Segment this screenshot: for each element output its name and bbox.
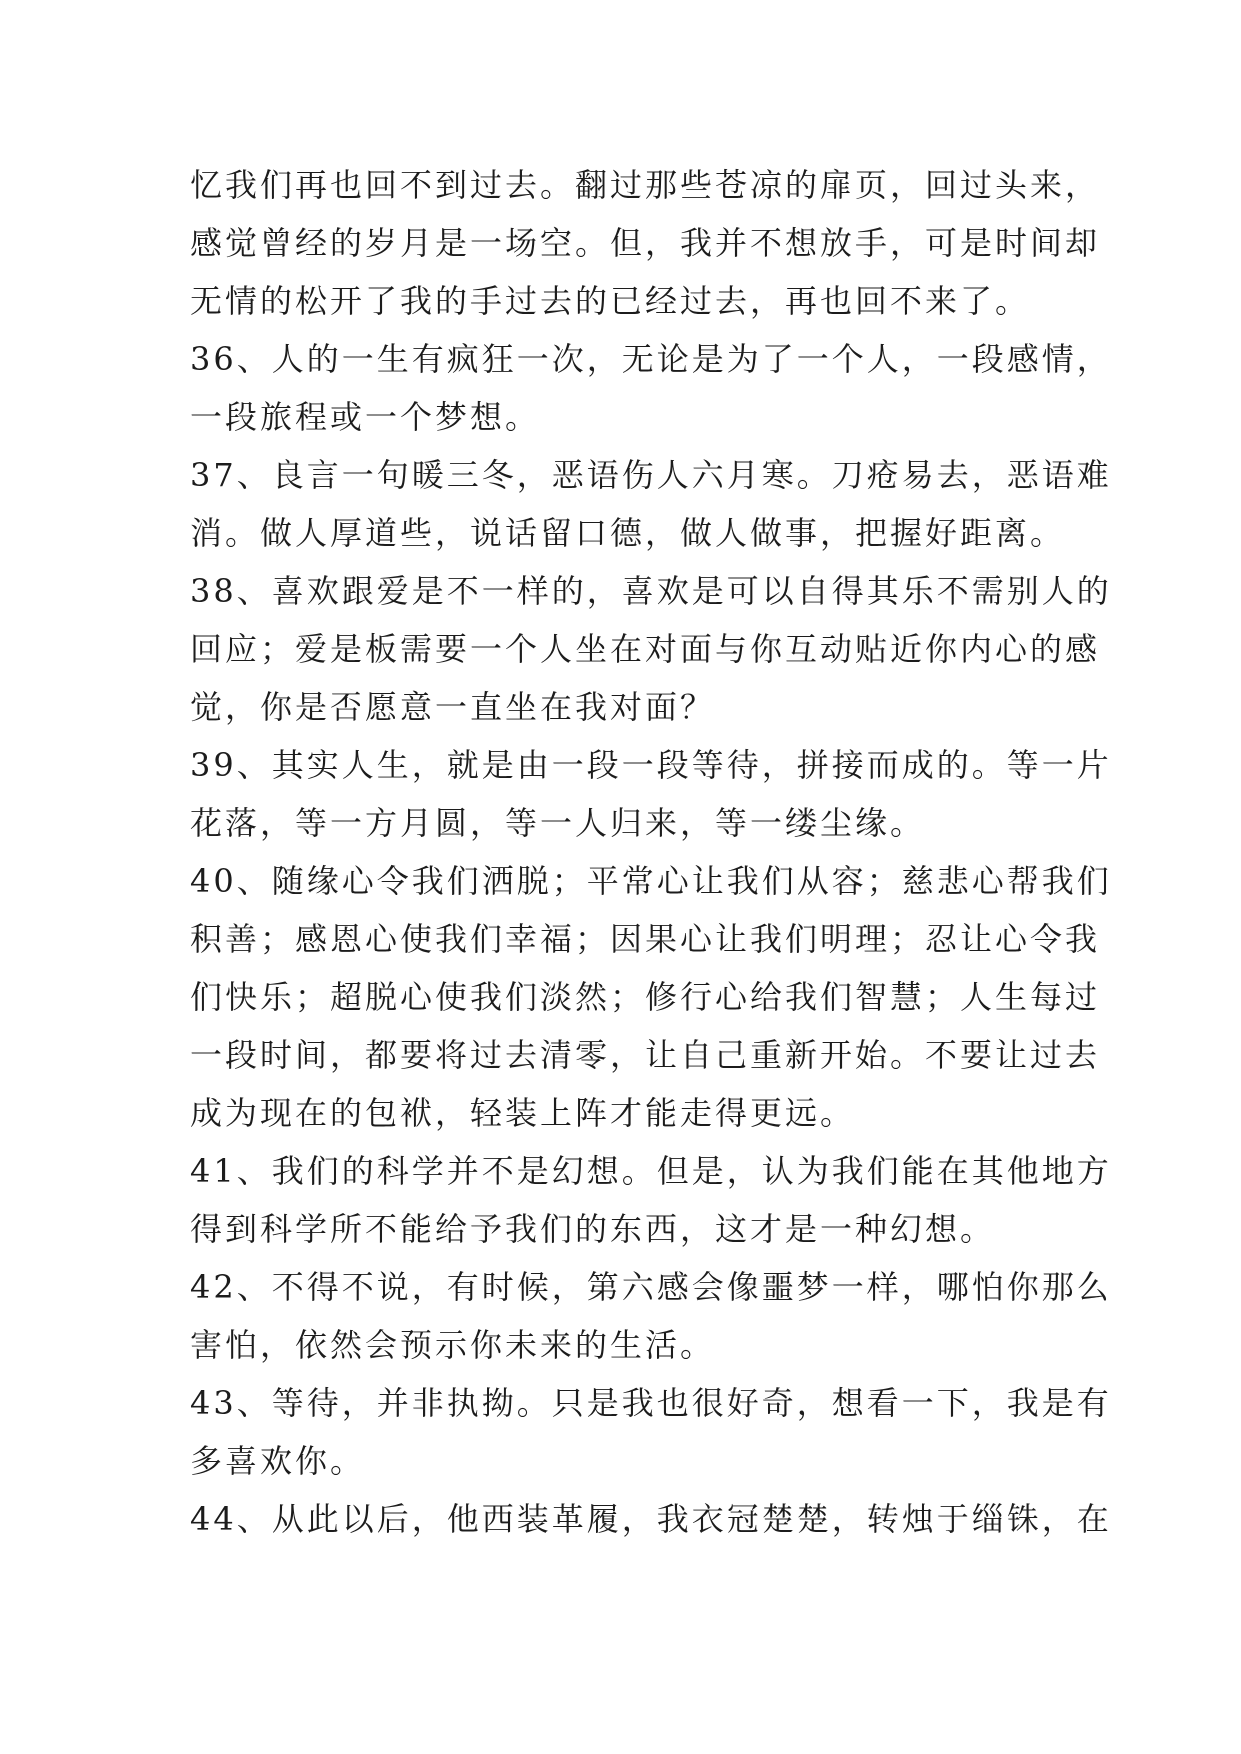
text-line: 感觉曾经的岁月是一场空。但，我并不想放手，可是时间却 — [190, 224, 1101, 262]
text-line: 觉，你是否愿意一直坐在我对面？ — [190, 688, 716, 726]
text-line: 们快乐；超脱心使我们淡然；修行心给我们智慧；人生每过 — [190, 978, 1101, 1016]
text-line: 多喜欢你。 — [190, 1442, 366, 1480]
text-line: 无情的松开了我的手过去的已经过去，再也回不来了。 — [190, 282, 1031, 320]
text-line: 36、人的一生有疯狂一次，无论是为了一个人，一段感情， — [190, 340, 1112, 378]
text-line: 花落，等一方月圆，等一人归来，等一缕尘缘。 — [190, 804, 926, 842]
text-line: 37、良言一句暖三冬，恶语伤人六月寒。刀疮易去，恶语难 — [190, 456, 1112, 494]
text-line: 40、随缘心令我们洒脱；平常心让我们从容；慈悲心帮我们 — [190, 862, 1112, 900]
text-line: 一段旅程或一个梦想。 — [190, 398, 541, 436]
text-line: 害怕，依然会预示你未来的生活。 — [190, 1326, 716, 1364]
text-line: 38、喜欢跟爱是不一样的，喜欢是可以自得其乐不需别人的 — [190, 572, 1112, 610]
text-line: 回应；爱是板需要一个人坐在对面与你互动贴近你内心的感 — [190, 630, 1101, 668]
text-line: 43、等待，并非执拗。只是我也很好奇，想看一下，我是有 — [190, 1384, 1112, 1422]
text-line: 41、我们的科学并不是幻想。但是，认为我们能在其他地方 — [190, 1152, 1112, 1190]
text-line: 成为现在的包袱，轻装上阵才能走得更远。 — [190, 1094, 856, 1132]
text-line: 得到科学所不能给予我们的东西，这才是一种幻想。 — [190, 1210, 996, 1248]
body-text — [190, 156, 1112, 1548]
text-line: 消。做人厚道些，说话留口德，做人做事，把握好距离。 — [190, 514, 1066, 552]
text-line: 忆我们再也回不到过去。翻过那些苍凉的扉页，回过头来， — [190, 166, 1101, 204]
text-line: 44、从此以后，他西装革履，我衣冠楚楚，转烛于缁铢，在 — [190, 1500, 1112, 1538]
text-line: 积善；感恩心使我们幸福；因果心让我们明理；忍让心令我 — [190, 920, 1101, 958]
text-line: 39、其实人生，就是由一段一段等待，拼接而成的。等一片 — [190, 746, 1112, 784]
text-line: 一段时间，都要将过去清零，让自己重新开始。不要让过去 — [190, 1036, 1101, 1074]
text-line: 42、不得不说，有时候，第六感会像噩梦一样，哪怕你那么 — [190, 1268, 1112, 1306]
